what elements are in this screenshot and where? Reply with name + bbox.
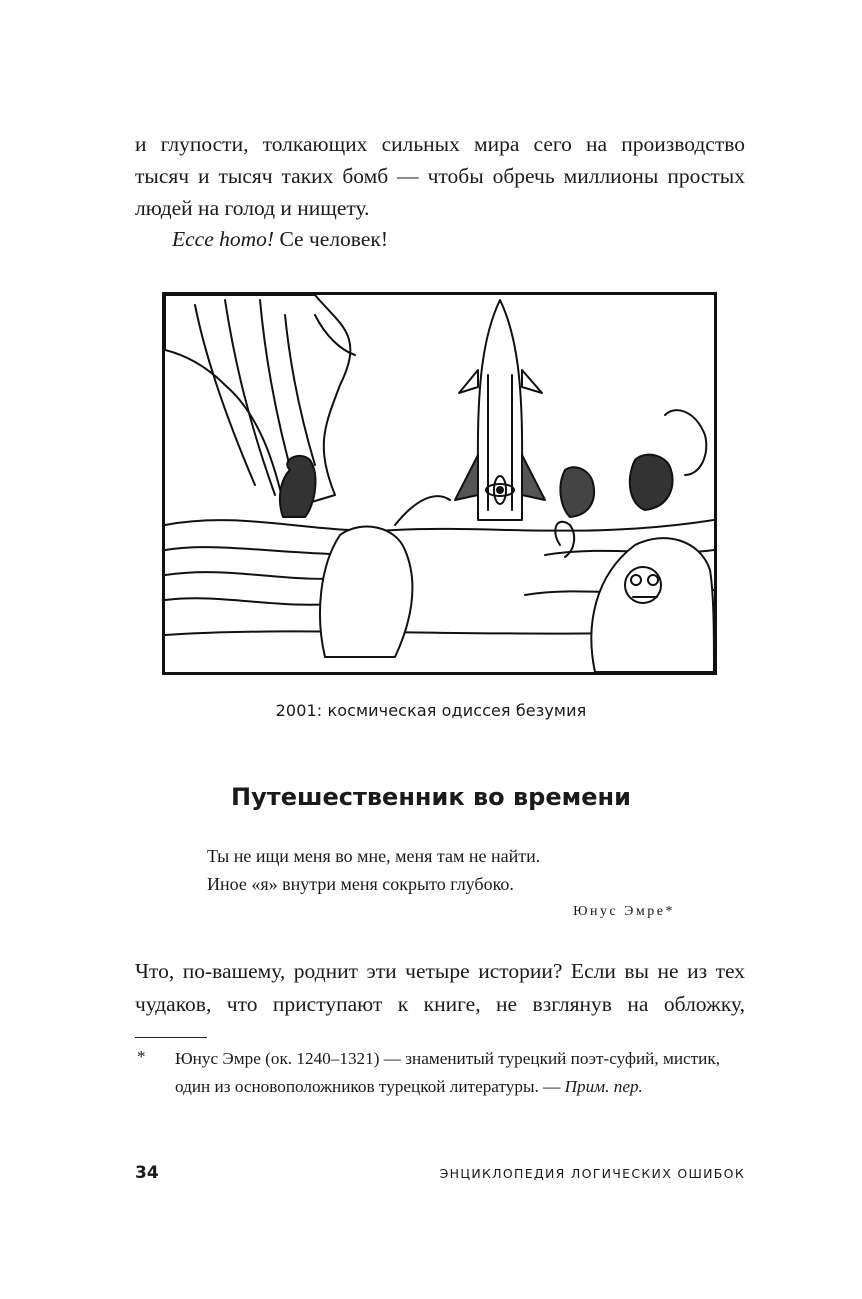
ecce-homo-italic: Ecce homo! — [172, 227, 275, 251]
illustration-drawing — [165, 295, 714, 672]
body-line-3: людей на голод и нищету. — [135, 196, 370, 220]
body-line-6: чудаков, что приступают к книге, не взглянув на обложку, — [135, 992, 745, 1016]
body-line-5: Что, по-вашему, роднит эти четыре истории? Если вы не из тех — [135, 959, 745, 983]
footnote-line-2 — [175, 1073, 643, 1101]
page-number: 34 — [135, 1163, 159, 1183]
footnote-marker: * — [137, 1047, 146, 1066]
epigraph-line-1: Ты не ищи меня во мне, меня там не найти. — [207, 846, 541, 866]
section-title: Путешественник во времени — [231, 783, 631, 811]
footnote-line-2-text: один из основоположников турецкой литературы. — — [175, 1077, 565, 1096]
epigraph-author: Юнус Эмре* — [573, 904, 675, 919]
ecce-homo-translation: Се человек! — [274, 227, 388, 251]
footnote-divider — [135, 1037, 207, 1038]
running-title: ЭНЦИКЛОПЕДИЯ ЛОГИЧЕСКИХ ОШИБОК — [439, 1166, 745, 1181]
body-line-1: и глупости, толкающих сильных мира сего на производство — [135, 132, 745, 156]
footnote-line-1: Юнус Эмре (ок. 1240–1321) — знаменитый турецкий поэт-суфий, мистик, — [175, 1049, 721, 1068]
footnote-translator-note: Прим. пер. — [564, 1077, 643, 1096]
body-line-4 — [172, 223, 782, 255]
body-line-2: тысяч и тысяч таких бомб — чтобы обречь миллионы простых — [135, 164, 745, 188]
illustration-apes-rocket — [162, 292, 717, 675]
epigraph-line-2: Иное «я» внутри меня сокрыто глубоко. — [207, 874, 514, 894]
illustration-caption: 2001: космическая одиссея безумия — [275, 701, 587, 720]
